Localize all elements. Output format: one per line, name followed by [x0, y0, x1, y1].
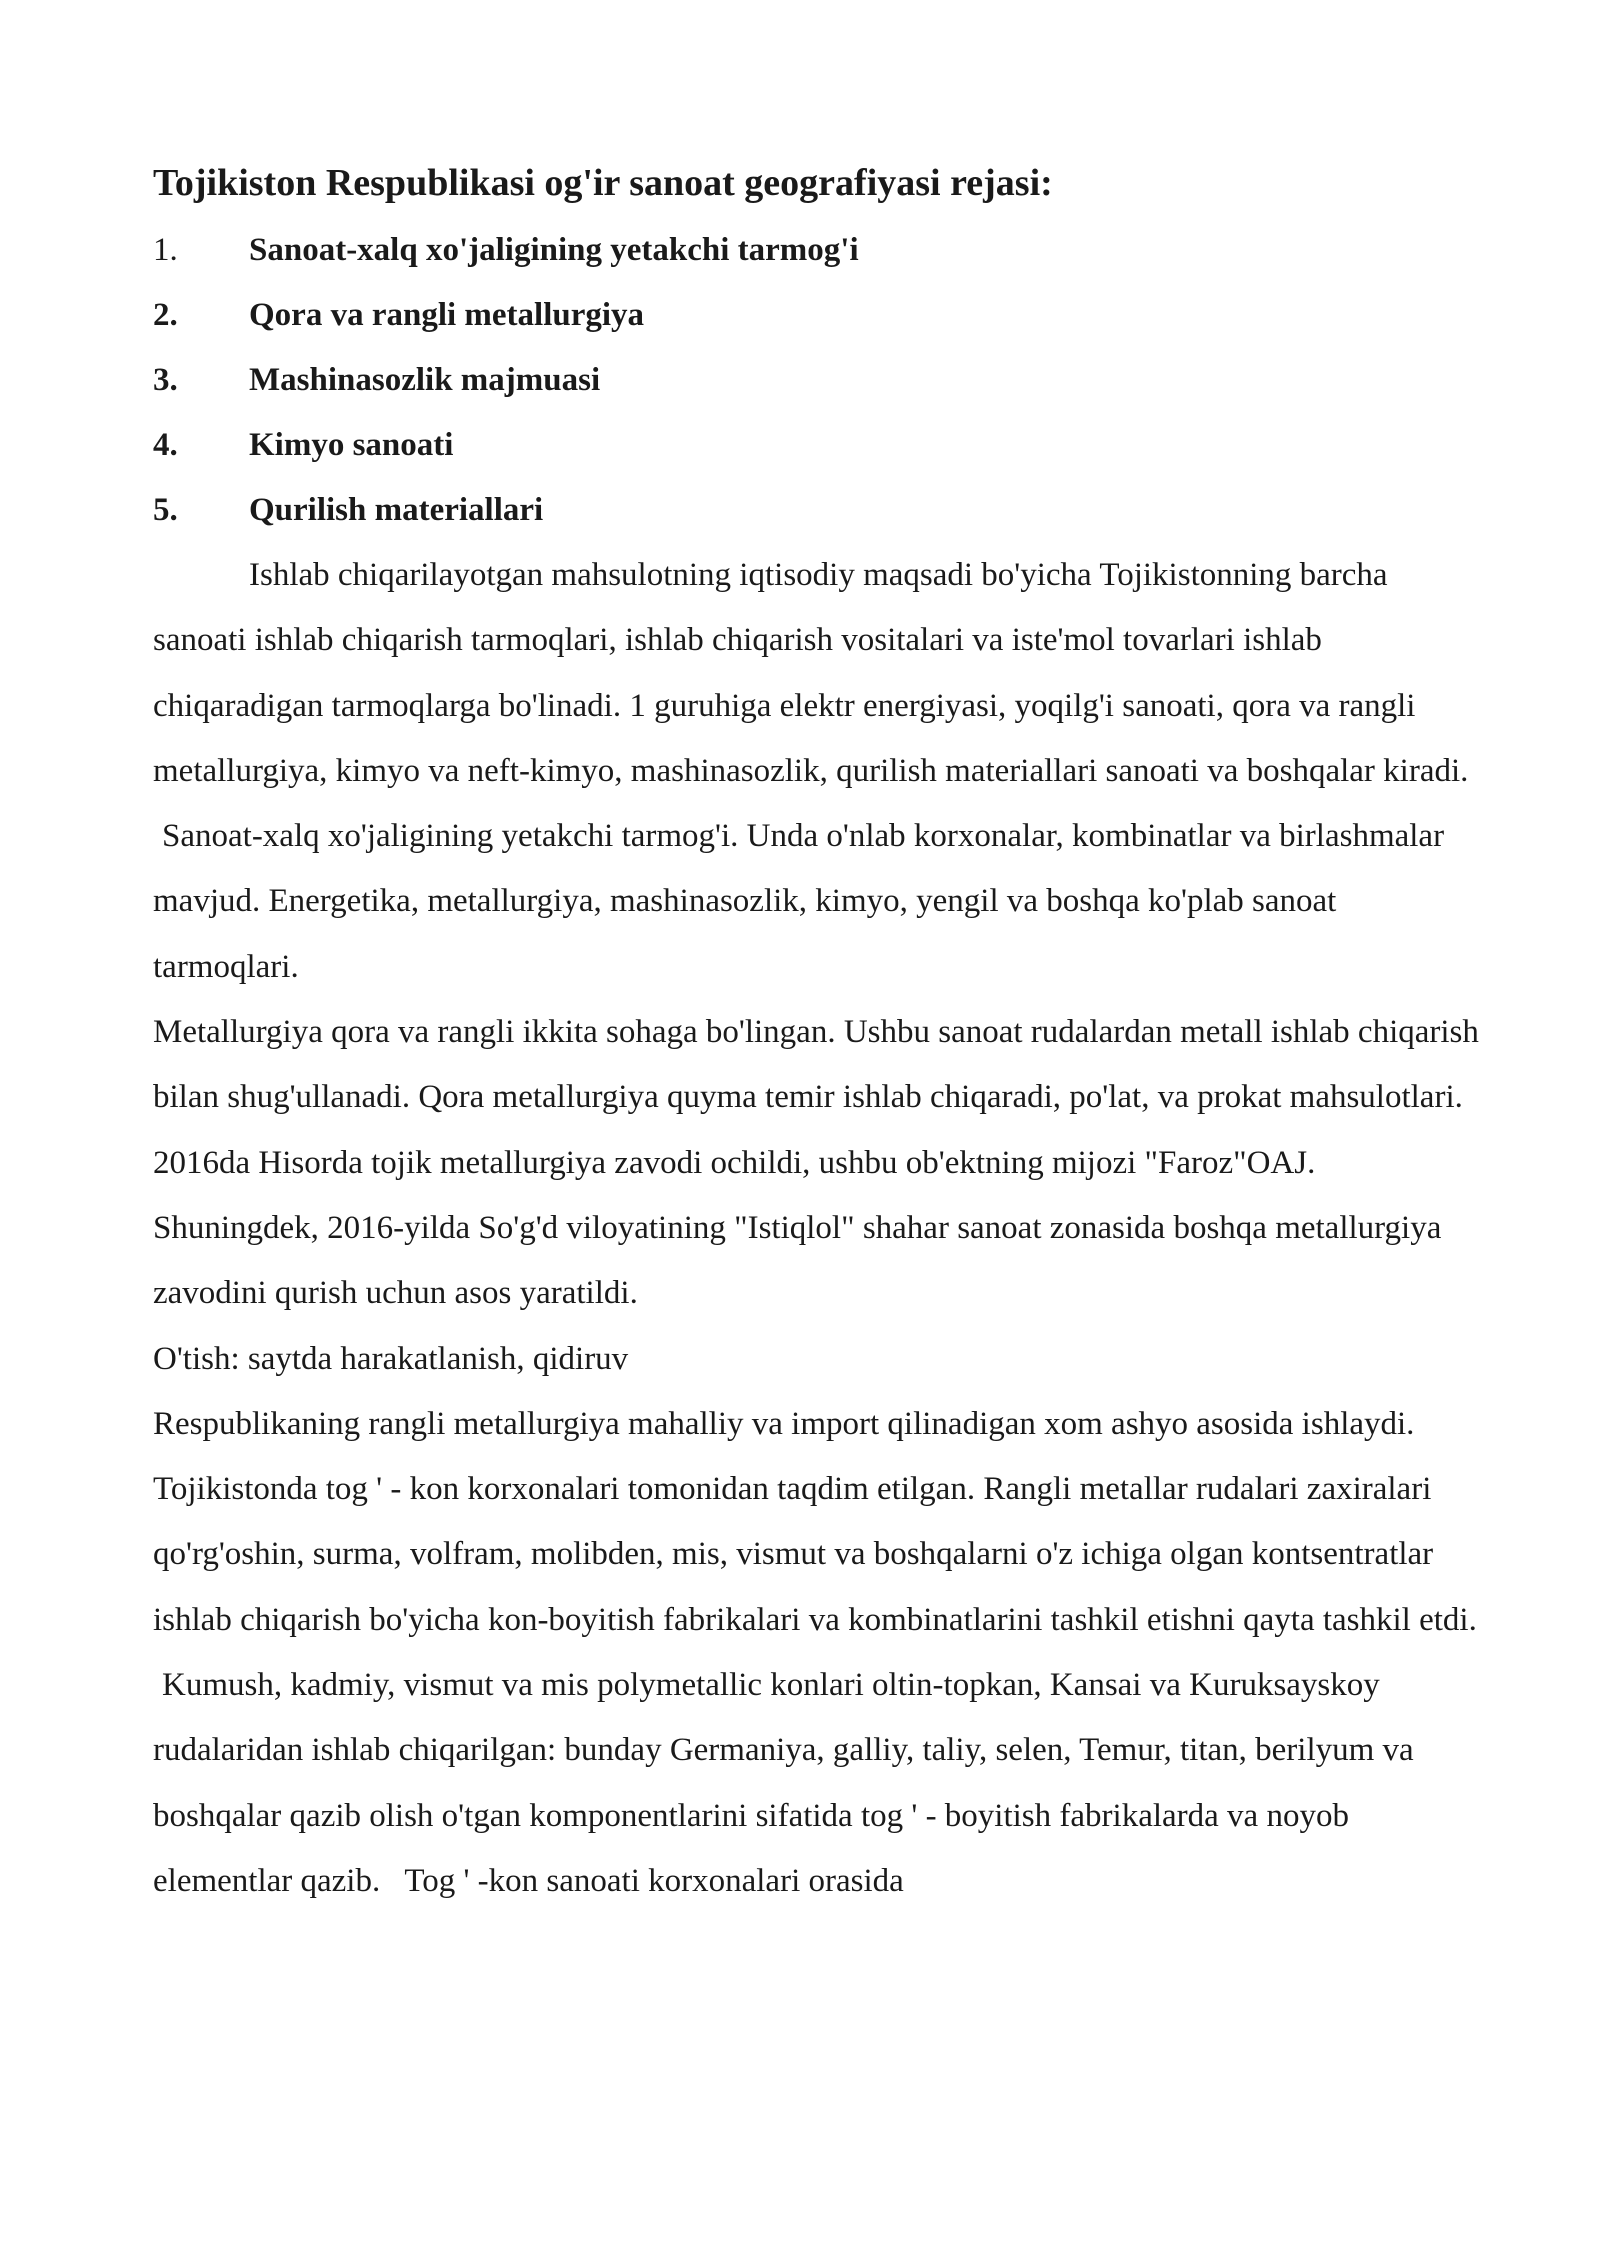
- plan-item-4: [153, 413, 1488, 478]
- plan-item-label: Qurilish materiallari: [249, 492, 544, 528]
- paragraph-nonferrous: Respublikaning rangli metallurgiya mahalliy va import qilinadigan xom ashyo asosida ishlaydi. Tojikistonda tog ' - kon korxonalari tomonidan taqdim etilgan. Rangli metallar rudalari zaxiralari qo'rg'oshin, surma, volfram, molibden, mis, vismut va boshqalarni o'z ichiga olgan kontsentratlar ishlab chiqarish bo'yicha kon-boyitish fabrikalari va kombinatlarini tashkil etishni qayta tashkil etdi.: [153, 1405, 1477, 1638]
- plan-item-number: 4.: [153, 427, 178, 463]
- plan-item-number: 1.: [153, 232, 178, 268]
- plan-item-2: [153, 283, 1488, 348]
- plan-item-5: [153, 478, 1488, 543]
- plan-item-label: Kimyo sanoati: [249, 427, 454, 463]
- document-title: Tojikiston Respublikasi og'ir sanoat geografiyasi rejasi:: [153, 162, 1053, 204]
- plan-item-label: Mashinasozlik majmuasi: [249, 362, 601, 398]
- plan-item-label: Qora va rangli metallurgiya: [249, 297, 645, 333]
- plan-item-number: 3.: [153, 362, 178, 398]
- plan-item-3: [153, 348, 1488, 413]
- plan-item-1: [153, 218, 1488, 283]
- document-page: [153, 150, 1488, 1914]
- paragraph-metallurgy: Metallurgiya qora va rangli ikkita sohaga bo'lingan. Ushbu sanoat rudalardan metall ishlab chiqarish bilan shug'ullanadi. Qora metallurgiya quyma temir ishlab chiqaradi, po'lat, va prokat mahsulotlari.: [153, 1014, 1479, 1116]
- paragraph-navigation-note: O'tish: saytda harakatlanish, qidiruv: [153, 1340, 629, 1377]
- plan-item-label: Sanoat-xalq xo'jaligining yetakchi tarmog'i: [249, 232, 859, 268]
- paragraph-polymetallic: Kumush, kadmiy, vismut va mis polymetallic konlari oltin-topkan, Kansai va Kuruksayskoy rudalaridan ishlab chiqarilgan: bunday Germaniya, galliy, taliy, selen, Temur, titan, berilyum va boshqalar qazib olish o'tgan komponentlarini sifatida tog ' - boyitish fabrikalarda va noyob elementlar qazib. Tog ' -kon sanoati korxonalari orasida: [153, 1667, 1422, 1899]
- paragraph-hisor-plant: 2016da Hisorda tojik metallurgiya zavodi ochildi, ushbu ob'ektning mijozi "Faroz"OAJ. Shuningdek, 2016-yilda So'g'd viloyatining "Istiqlol" shahar sanoat zonasida boshqa metallurgiya zavodini qurish uchun asos yaratildi.: [153, 1144, 1442, 1312]
- plan-list: [153, 218, 1488, 543]
- paragraph-industry-groups: Ishlab chiqarilayotgan mahsulotning iqtisodiy maqsadi bo'yicha Tojikistonning barcha sanoati ishlab chiqarish tarmoqlari, ishlab chiqarish vositalari va iste'mol tovarlari ishlab chiqaradigan tarmoqlarga bo'linadi. 1 guruhiga elektr energiyasi, yoqilg'i sanoati, qora va rangli metallurgiya, kimyo va neft-kimyo, mashinasozlik, qurilish materiallari sanoati va boshqalar kiradi.: [153, 557, 1469, 789]
- plan-item-number: 5.: [153, 492, 178, 528]
- paragraph-leading-branch: Sanoat-xalq xo'jaligining yetakchi tarmog'i. Unda o'nlab korxonalar, kombinatlar va birlashmalar mavjud. Energetika, metallurgiya, mashinasozlik, kimyo, yengil va boshqa ko'plab sanoat tarmoqlari.: [153, 818, 1445, 985]
- plan-item-number: 2.: [153, 297, 178, 333]
